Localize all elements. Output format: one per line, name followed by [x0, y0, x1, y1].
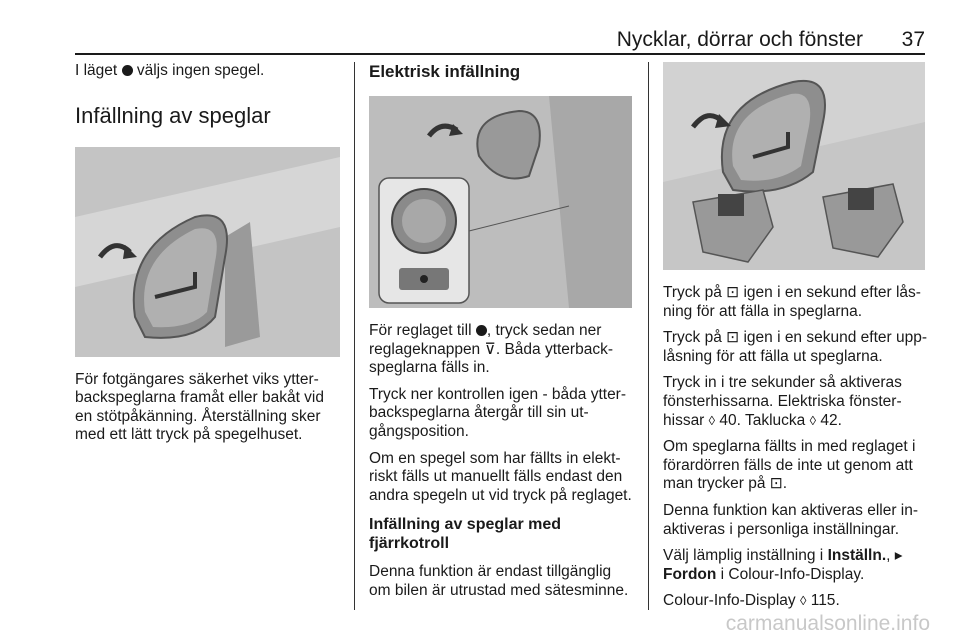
page-ref-link[interactable]: 42	[820, 411, 838, 429]
column-2	[369, 62, 634, 609]
body-paragraph: Tryck på ⊡ igen i en sekund efter låsning för att fälla in speglarna.	[663, 284, 921, 320]
position-dot-icon	[476, 325, 487, 336]
page-header	[75, 28, 925, 52]
subsection-heading: Infällning av speglar med fjärrkotroll	[369, 516, 562, 553]
remote-key-illustration	[663, 62, 925, 270]
menu-term: Fordon	[663, 565, 717, 583]
column-3	[663, 62, 928, 619]
page-ref-link[interactable]: 115	[810, 592, 836, 610]
mirror-folding-illustration	[75, 147, 340, 357]
section-heading: Elektrisk infällning	[369, 62, 521, 81]
electric-folding-switch-illustration	[369, 96, 632, 308]
position-dot-icon	[122, 65, 133, 76]
body-paragraph: Om en spegel som har fällts in elektriskt fälls ut manuellt fälls endast den andra spegeln ut vid tryck på reglaget.	[369, 449, 632, 504]
instruction-paragraph: För reglaget till , tryck sedan ner reglageknappen ⊽. Båda ytterbackspeglarna fälls in.	[369, 322, 614, 377]
menu-arrow-icon: ▸	[894, 547, 903, 565]
column-1	[75, 62, 343, 453]
body-paragraph: För fotgängares säkerhet viks ytterbackspeglarna framåt eller bakåt vid en stötpåkänning. Återställning sker med ett lätt tryck på spegelhuset.	[75, 370, 324, 444]
cross-reference-paragraph: Tryck in i tre sekunder så aktiveras fönsterhissarna. Elektriska fönsterhissar ◊ 40. Taklucka ◊ 42.	[663, 374, 902, 429]
menu-term: Inställn.	[827, 547, 887, 565]
body-paragraph: Denna funktion kan aktiveras eller inaktiveras i personliga inställningar.	[663, 501, 919, 538]
header-rule	[75, 53, 925, 55]
page-ref-link[interactable]: 40	[719, 411, 737, 429]
column-divider-2	[648, 62, 649, 610]
page-number: 37	[901, 28, 925, 51]
settings-paragraph: Välj lämplig inställning i Inställn., ▸ Fordon i Colour-Info-Display.	[663, 547, 903, 583]
reference-arrow-icon: ◊	[799, 593, 807, 609]
body-paragraph: Tryck ner kontrollen igen - båda ytterbackspeglarna återgår till sin utgångsposition.	[369, 385, 627, 440]
body-paragraph: Tryck på ⊡ igen i en sekund efter upplåsning för att fälla ut speglarna.	[663, 329, 928, 365]
header-title: Nycklar, dörrar och fönster	[616, 28, 863, 51]
column-divider-1	[354, 62, 355, 610]
intro-text: I läget väljs ingen spegel.	[75, 62, 265, 79]
section-heading: Infällning av speglar	[75, 102, 271, 128]
body-paragraph: Om speglarna fällts in med reglaget i förardörren fälls de inte ut genom att man trycker på ⊡.	[663, 438, 916, 493]
reference-arrow-icon: ◊	[809, 412, 817, 428]
body-paragraph: Denna funktion är endast tillgänglig om bilen är utrustad med sätesminne.	[369, 563, 629, 599]
reference-arrow-icon: ◊	[708, 412, 716, 428]
cross-reference-paragraph: Colour-Info-Display ◊ 115.	[663, 592, 840, 610]
watermark: carmanualsonline.info	[725, 612, 930, 635]
